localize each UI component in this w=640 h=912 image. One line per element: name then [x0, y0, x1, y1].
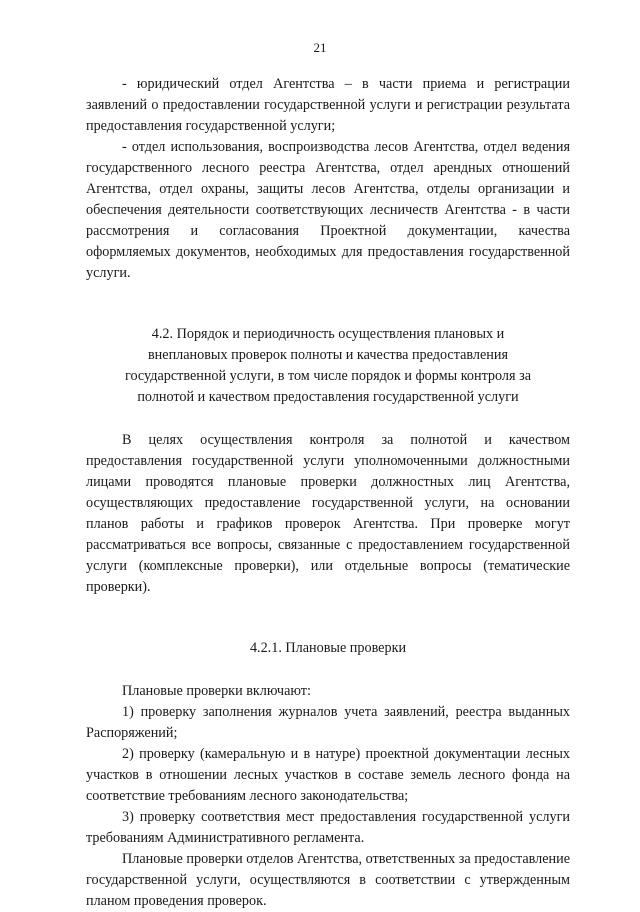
planned-checks-conclusion: Плановые проверки отделов Агентства, ответственных за предоставление государственной услуги, осуществляются в соответствии с утвержденным планом проведения проверок. [86, 851, 571, 909]
page-number: 21 [313, 40, 327, 55]
section-4-2-paragraph: В целях осуществления контроля за полнотой и качеством предоставления государственной услуги уполномоченными должностными лицами проводятся плановые проверки должностных лиц Агентства, осуществляющих предоставление государственной услуги, на основании планов работы и графиков проверок Агентства. При проверке могут рассматриваться все вопросы, связанные с предоставлением государственной услуги (комплексные проверки), или отдельные вопросы (тематические проверки). [86, 432, 570, 595]
intro-item-forest-departments: - отдел использования, воспроизводства лесов Агентства, отдел ведения государственного лесного реестра Агентства, отдел арендных отношений Агентства, отдел охраны, защиты лесов Агентства, отделы организации и обеспечения деятельности соответствующих лесничеств Агентства - в части рассмотрения и согласования Проектной документации, качества оформляемых документов, необходимых для предоставления государственной услуги. [86, 139, 570, 281]
document-body [86, 74, 570, 912]
intro-item-legal-department: - юридический отдел Агентства – в части приема и регистрации заявлений о предоставлении государственной услуги и регистрации результата предоставления государственной услуги; [86, 76, 570, 134]
planned-check-item-2: 2) проверку (камеральную и в натуре) проектной документации лесных участков в отношении лесных участков в составе земель лесного фонда на соответствие требованиям лесного законодательства; [86, 746, 570, 804]
planned-check-item-3: 3) проверку соответствия мест предоставления государственной услуги требованиям Административного регламента. [86, 809, 570, 846]
section-heading-4-2: 4.2. Порядок и периодичность осуществления плановых и внеплановых проверок полноты и качества предоставления государственной услуги, в том числе порядок и формы контроля за полнотой и качеством предоставления государственной услуги [125, 326, 531, 405]
planned-checks-intro: Плановые проверки включают: [122, 683, 311, 699]
subsection-heading-4-2-1: 4.2.1. Плановые проверки [249, 640, 407, 656]
planned-check-item-1: 1) проверку заполнения журналов учета заявлений, реестра выданных Распоряжений; [86, 704, 570, 741]
